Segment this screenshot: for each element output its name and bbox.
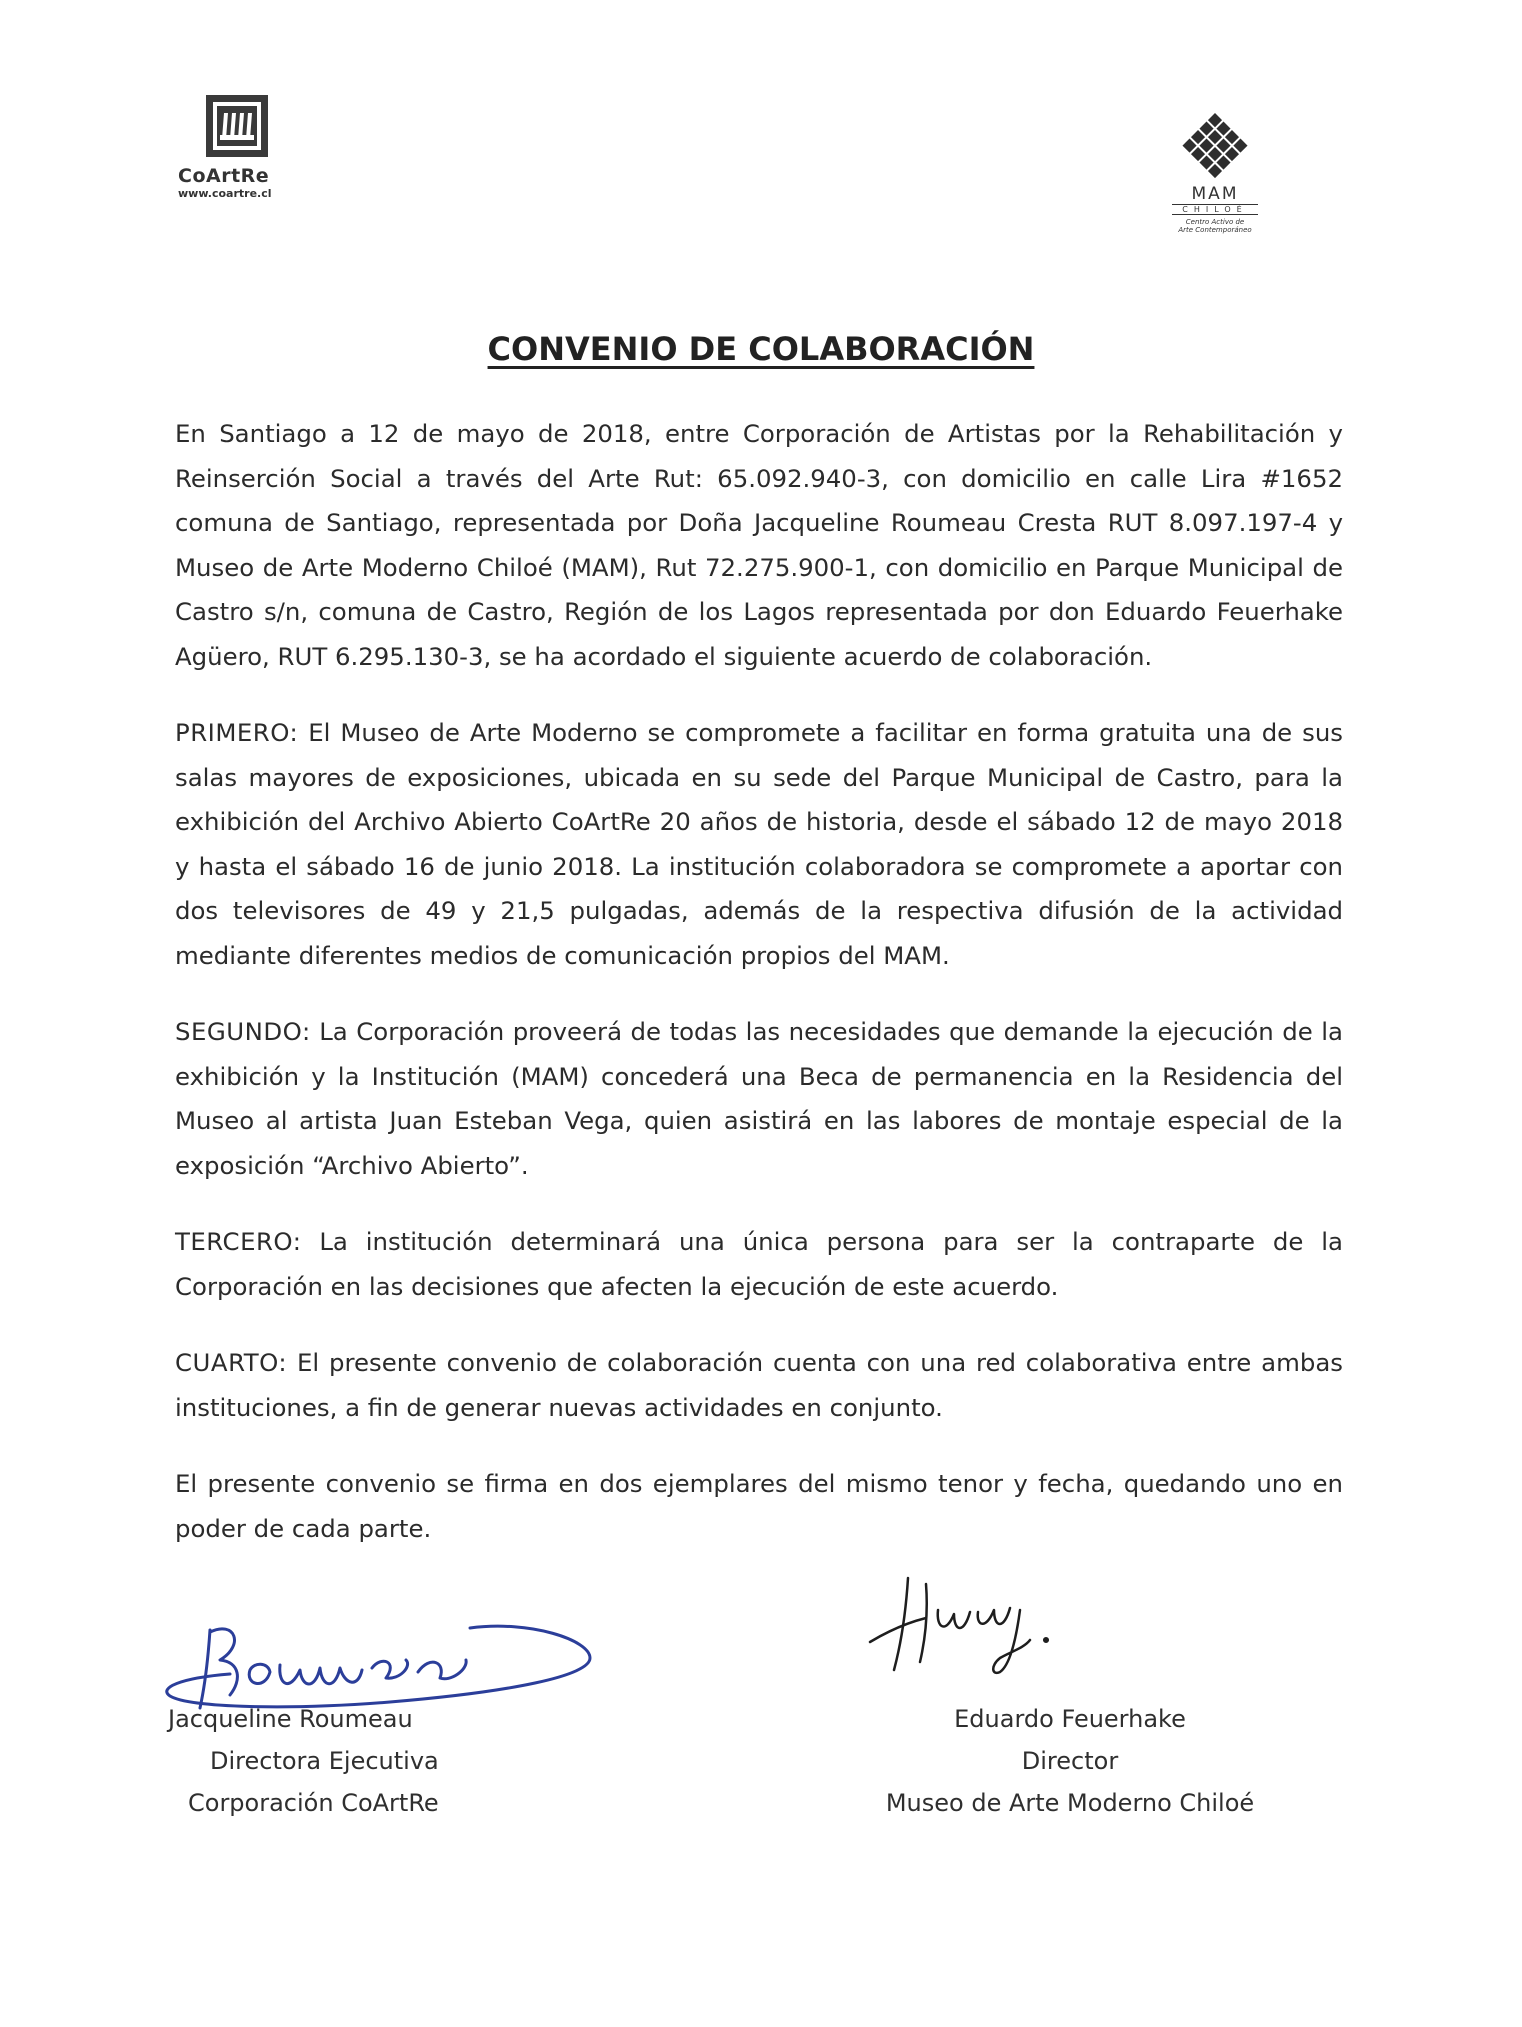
clause-segundo (175, 1010, 1343, 1188)
clause-label: CUARTO: (175, 1348, 288, 1377)
coartre-logo-name: CoArtRe (178, 165, 270, 187)
signatory-right-org: Museo de Arte Moderno Chiloé (885, 1789, 1255, 1817)
clause-primero (175, 711, 1343, 978)
clause-text: La Corporación proveerá de todas las necesidades que demande la ejecución de la exhibición y la Institución (MAM) concederá una Beca de permanencia en la Residencia del Museo al artista Juan Esteban Vega, quien asistirá en las labores de montaje especial de la exposición “Archivo Abierto”. (175, 1017, 1343, 1180)
clause-label: SEGUNDO: (175, 1017, 311, 1046)
clause-text: El presente convenio de colaboración cuenta con una red colaborativa entre ambas instituciones, a fin de generar nuevas actividades en conjunto. (175, 1348, 1343, 1422)
document-body (175, 412, 1343, 1583)
clause-text: La institución determinará una única persona para ser la contraparte de la Corporación en las decisiones que afecten la ejecución de este acuerdo. (175, 1227, 1343, 1301)
intro-paragraph: En Santiago a 12 de mayo de 2018, entre Corporación de Artistas por la Rehabilitación y Reinserción Social a través del Arte Rut: 65.092.940-3, con domicilio en calle Lira #1652 comuna de Santiago, representada por Doña Jacqueline Roumeau Cresta RUT 8.097.197-4 y Museo de Arte Moderno Chiloé (MAM), Rut 72.275.900-1, con domicilio en Parque Municipal de Castro s/n, comuna de Castro, Región de los Lagos representada por don Eduardo Feuerhake Agüero, RUT 6.295.130-3, se ha acordado el siguiente acuerdo de colaboración. (175, 419, 1343, 671)
signatory-right-role: Director (1021, 1747, 1119, 1775)
clause-text: El Museo de Arte Moderno se compromete a facilitar en forma gratuita una de sus salas mayores de exposiciones, ubicada en su sede del Parque Municipal de Castro, para la exhibición del Archivo Abierto CoArtRe 20 años de historia, desde el sábado 12 de mayo 2018 y hasta el sábado 16 de junio 2018. La institución colaboradora se compromete a aportar con dos televisores de 49 y 21,5 pulgadas, además de la respectiva difusión de la actividad mediante diferentes medios de comunicación propios del MAM. (175, 718, 1343, 970)
coartre-logo-icon (206, 95, 268, 157)
signatory-right-name: Eduardo Feuerhake (954, 1705, 1186, 1733)
signatory-left-name: Jacqueline Roumeau (168, 1705, 413, 1733)
mam-logo (1160, 112, 1270, 234)
document-title: CONVENIO DE COLABORACIÓN (487, 330, 1035, 368)
clause-label: PRIMERO: (175, 718, 299, 747)
clause-tercero (175, 1220, 1343, 1309)
signatory-left-org: Corporación CoArtRe (188, 1789, 439, 1817)
mam-desc-line2: Arte Contemporáneo (1178, 226, 1252, 234)
clause-label: TERCERO: (175, 1227, 302, 1256)
signature-right-icon (860, 1570, 1120, 1680)
signatory-left-role: Directora Ejecutiva (210, 1747, 439, 1775)
mam-logo-subtitle: CHILOÉ (1172, 204, 1258, 215)
mam-desc-line1: Centro Activo de (1185, 218, 1245, 226)
clause-cuarto (175, 1341, 1343, 1430)
coartre-logo (178, 95, 298, 200)
mam-logo-description (1160, 218, 1270, 234)
closing-paragraph: El presente convenio se firma en dos ejemplares del mismo tenor y fecha, quedando uno en poder de cada parte. (175, 1469, 1343, 1543)
mam-diamond-icon (1180, 112, 1250, 182)
signature-left-text (168, 1698, 628, 1824)
coartre-website: www.coartre.cl (178, 187, 272, 200)
mam-logo-name: MAM (1191, 184, 1239, 204)
signature-right-text (840, 1698, 1300, 1824)
